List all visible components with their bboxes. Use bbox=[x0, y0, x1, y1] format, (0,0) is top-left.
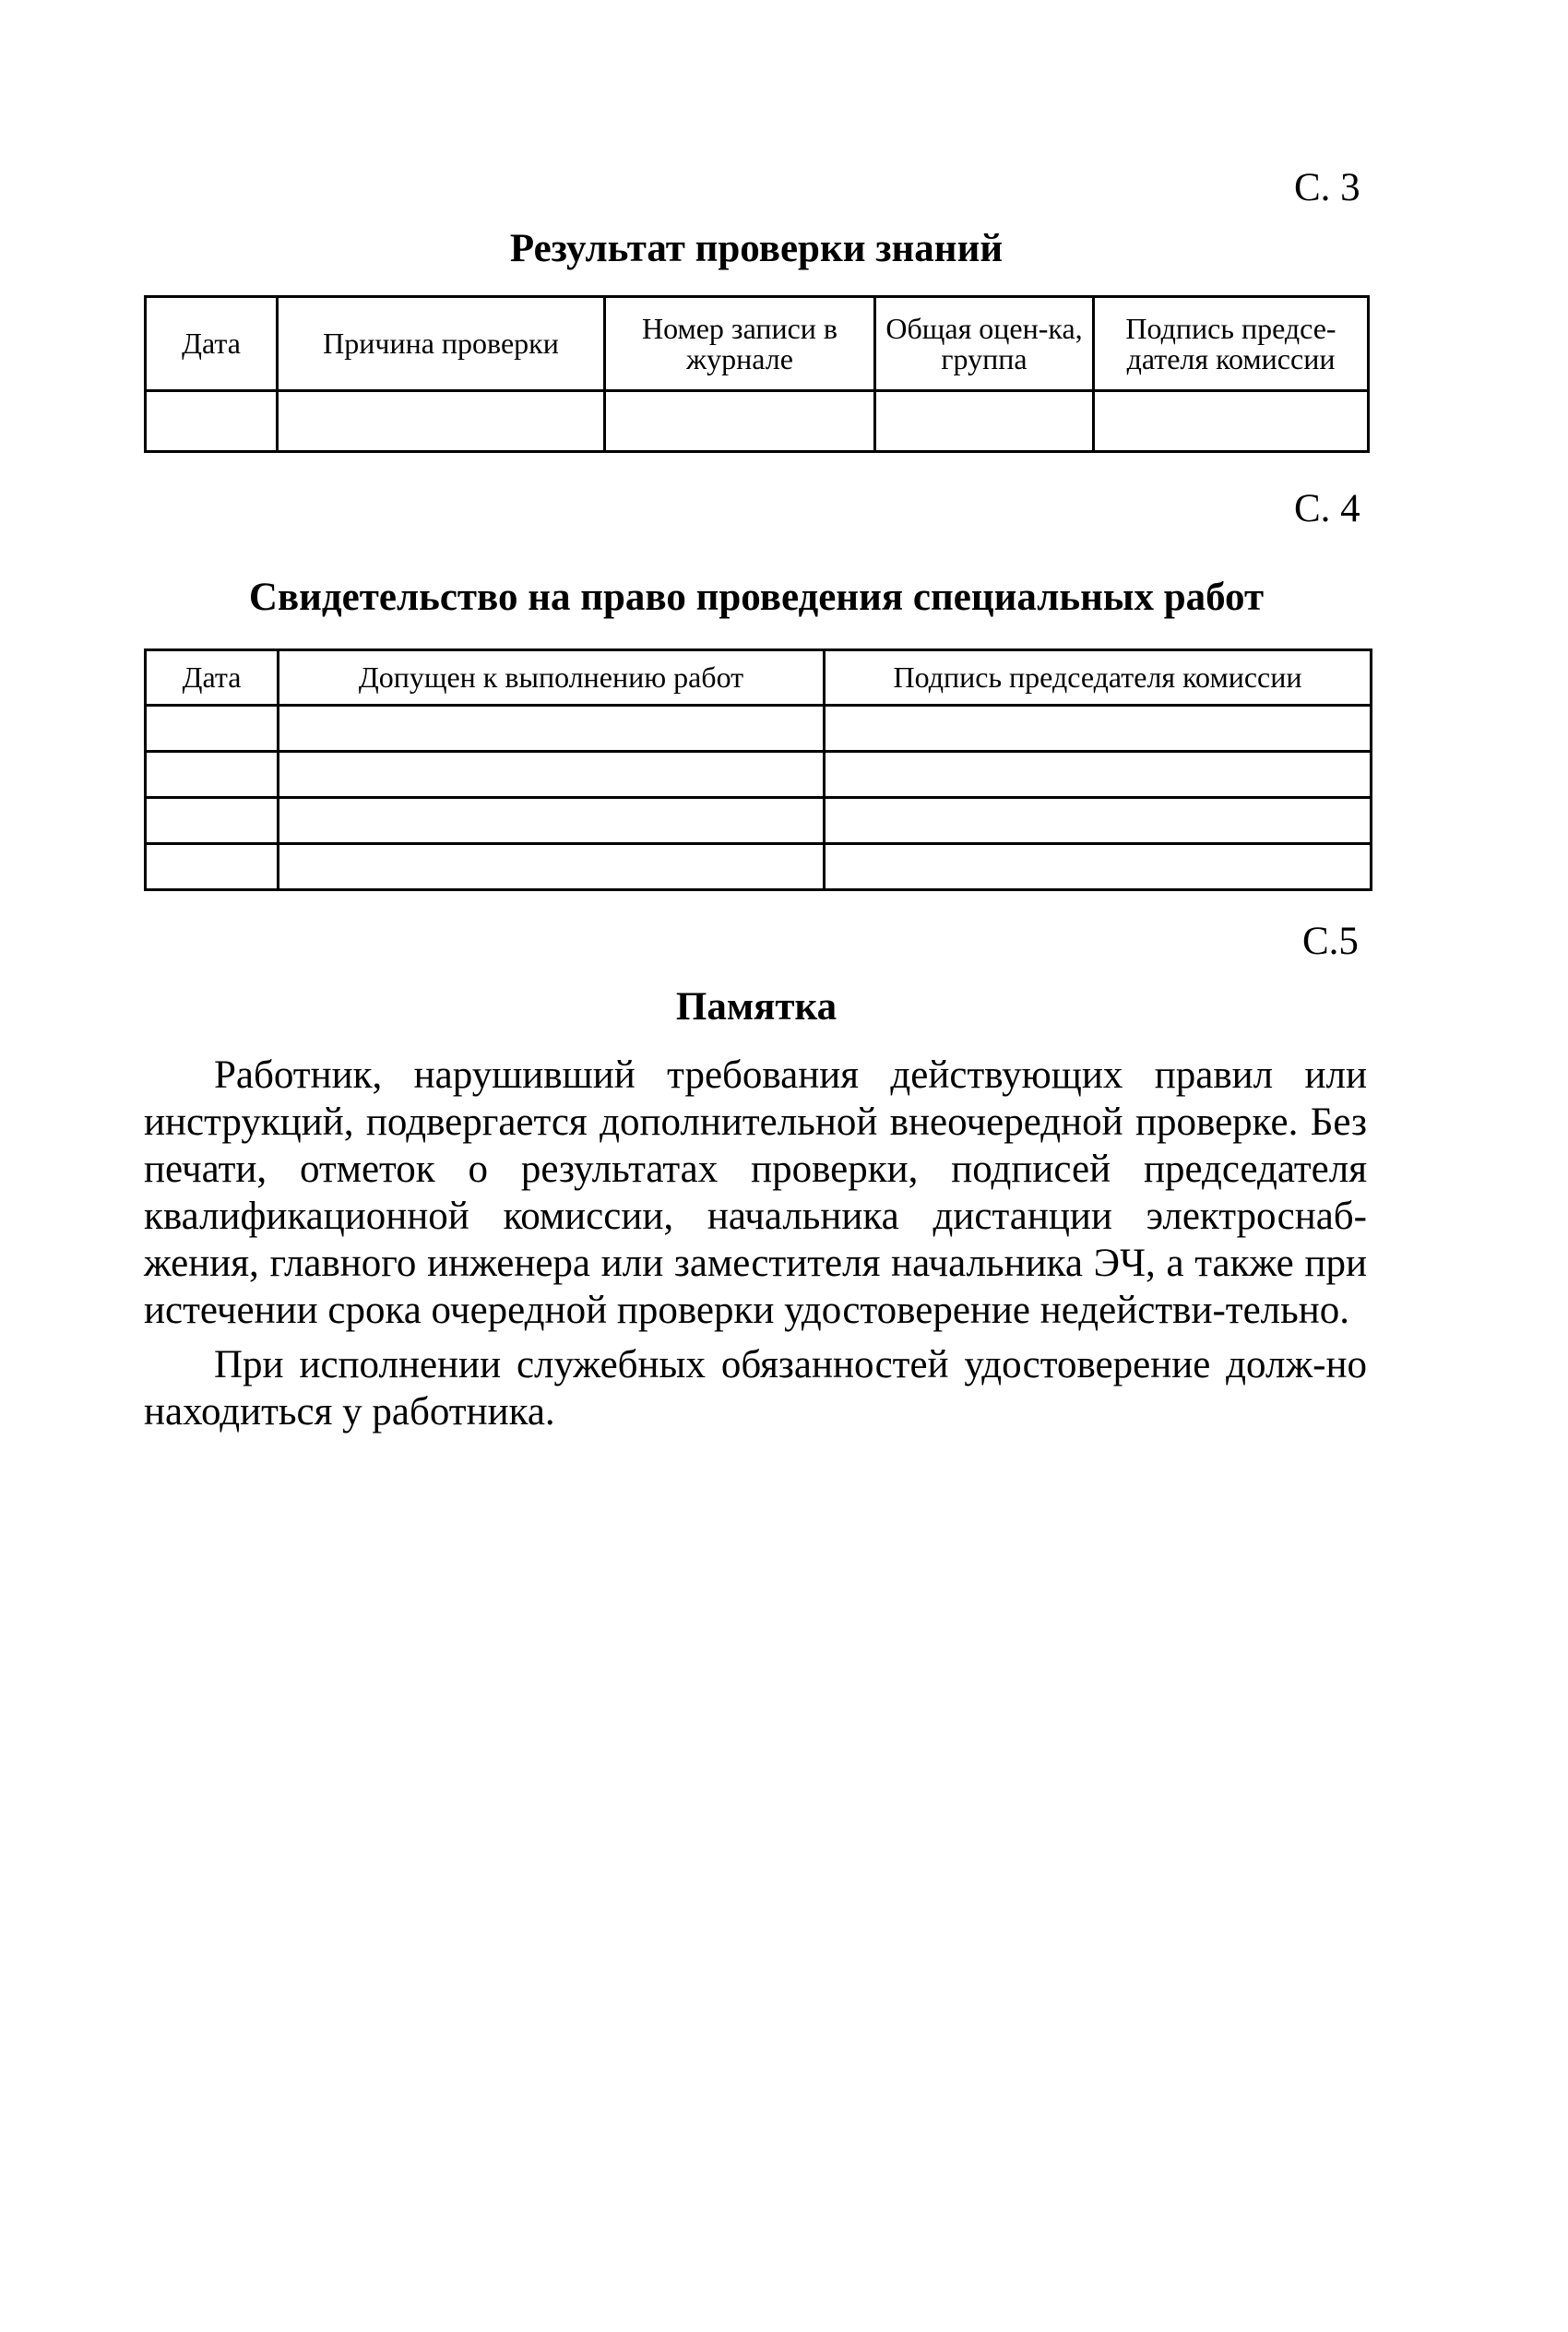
table-cell bbox=[825, 844, 1372, 890]
col-header-admitted-to-work: Допущен к выполнению работ bbox=[279, 650, 825, 706]
special-works-title: Свидетельство на право проведения специальных работ bbox=[248, 576, 1265, 619]
table-row bbox=[146, 391, 1369, 452]
table-cell bbox=[605, 391, 875, 452]
col-header-date: Дата bbox=[146, 297, 278, 391]
memo-paragraph: При исполнении служебных обязанностей удостоверение долж-но находиться у работника. bbox=[144, 1343, 1367, 1434]
table-cell bbox=[825, 798, 1372, 844]
table-cell bbox=[146, 391, 278, 452]
table-row bbox=[146, 844, 1372, 890]
memo-paragraph: Работник, нарушивший требования действующих правил или инструкций, подвергается дополнительной внеочередной проверке. Без печати, отметок о результатах проверки, подписей председателя квалификационной комиссии, начальника дистанции электроснаб-жения, главного инженера или заместителя начальника ЭЧ, а также при истечении срока очередной проверки удостоверение недействи-тельно. bbox=[144, 1053, 1367, 1332]
page-number-3: С. 3 bbox=[1294, 166, 1360, 209]
page-number-4: С. 4 bbox=[1294, 487, 1360, 530]
col-header-reason: Причина проверки bbox=[278, 297, 605, 391]
table-cell bbox=[146, 706, 279, 752]
table-cell bbox=[1094, 391, 1369, 452]
memo-title: Памятка bbox=[675, 985, 837, 1029]
table-row bbox=[146, 752, 1372, 798]
table-cell bbox=[278, 391, 605, 452]
knowledge-check-title: Результат проверки знаний bbox=[509, 227, 1004, 270]
table-row bbox=[146, 706, 1372, 752]
col-header-grade-group: Общая оцен-ка, группа bbox=[875, 297, 1094, 391]
page-number-5: С.5 bbox=[1302, 920, 1359, 963]
table-cell bbox=[279, 706, 825, 752]
col-header-journal-record: Номер записи в журнале bbox=[605, 297, 875, 391]
col-header-chairman-signature: Подпись председателя комиссии bbox=[825, 650, 1372, 706]
col-header-date: Дата bbox=[146, 650, 279, 706]
table-cell bbox=[825, 706, 1372, 752]
col-header-chairman-signature: Подпись предсе-дателя комиссии bbox=[1094, 297, 1369, 391]
knowledge-check-table bbox=[144, 295, 1370, 453]
table-cell bbox=[279, 752, 825, 798]
table-row bbox=[146, 798, 1372, 844]
table-cell bbox=[146, 752, 279, 798]
table-cell bbox=[825, 752, 1372, 798]
table-cell bbox=[146, 798, 279, 844]
table-cell bbox=[875, 391, 1094, 452]
table-cell bbox=[279, 844, 825, 890]
table-cell bbox=[146, 844, 279, 890]
table-cell bbox=[279, 798, 825, 844]
memo-body bbox=[144, 1052, 1367, 1435]
special-works-table bbox=[144, 648, 1372, 891]
